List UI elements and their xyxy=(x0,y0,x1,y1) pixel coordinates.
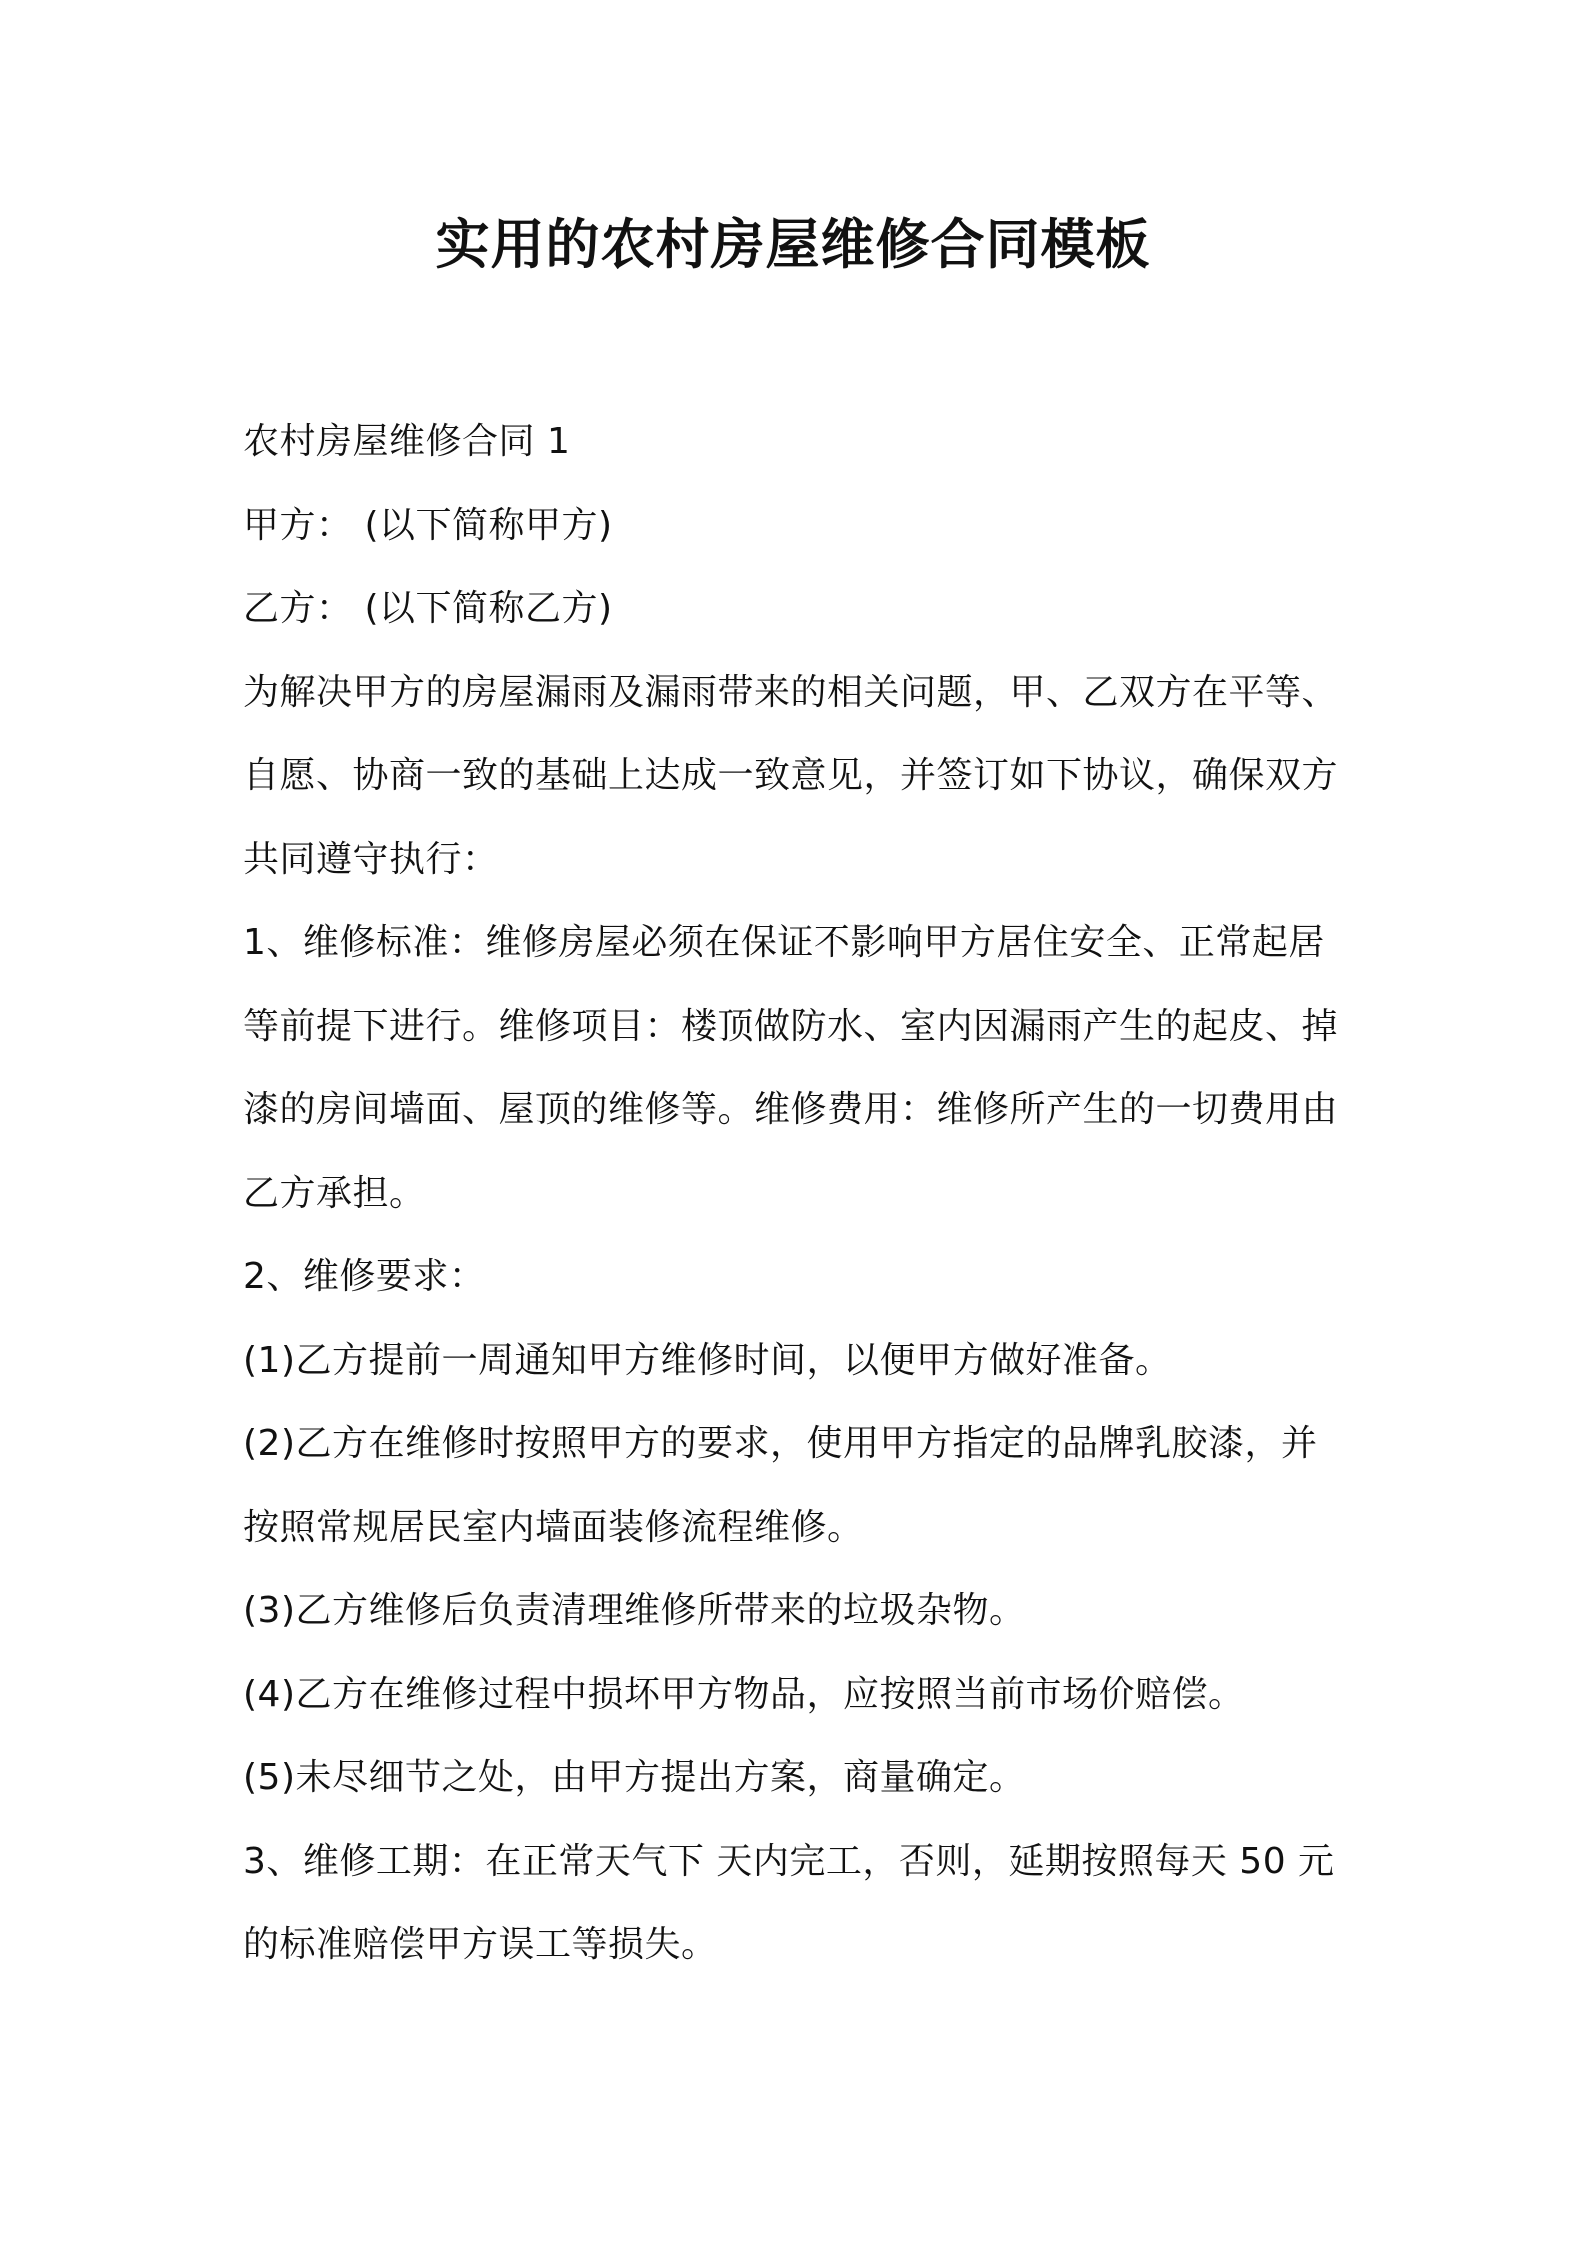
clause-2-heading: 2、维修要求： xyxy=(243,1256,486,1297)
document-title: 实用的农村房屋维修合同模板 xyxy=(435,213,1151,276)
clause-2-item-5: (5)未尽细节之处，由甲方提出方案，商量确定。 xyxy=(243,1757,1026,1798)
clause-1-line: 1、维修标准：维修房屋必须在保证不影响甲方居住安全、正常起居 xyxy=(243,922,1325,963)
clause-2-item-2: (2)乙方在维修时按照甲方的要求，使用甲方指定的品牌乳胶漆，并 xyxy=(243,1423,1318,1464)
party-b-line: 乙方： (以下简称乙方) xyxy=(243,588,613,629)
clause-2-item-1: (1)乙方提前一周通知甲方维修时间，以便甲方做好准备。 xyxy=(243,1339,1172,1381)
clause-1-line: 漆的房间墙面、屋顶的维修等。维修费用：维修所产生的一切费用由 xyxy=(243,1089,1339,1130)
clause-3-line: 的标准赔偿甲方误工等损失。 xyxy=(243,1924,718,1965)
clause-2-item-4: (4)乙方在维修过程中损坏甲方物品，应按照当前市场价赔偿。 xyxy=(243,1673,1245,1715)
preamble-line: 共同遵守执行： xyxy=(243,838,499,880)
clause-2-item-3: (3)乙方维修后负责清理维修所带来的垃圾杂物。 xyxy=(243,1590,1026,1631)
document-body xyxy=(243,400,1363,1987)
party-a-line: 甲方： (以下简称甲方) xyxy=(243,504,613,546)
preamble-line: 为解决甲方的房屋漏雨及漏雨带来的相关问题，甲、乙双方在平等、 xyxy=(243,671,1339,713)
clause-2-item-2: 按照常规居民室内墙面装修流程维修。 xyxy=(243,1506,864,1548)
section-heading: 农村房屋维修合同 1 xyxy=(243,421,571,462)
clause-1-line: 等前提下进行。维修项目：楼顶做防水、室内因漏雨产生的起皮、掉 xyxy=(243,1005,1339,1047)
clause-3-line: 3、维修工期：在正常天气下 天内完工，否则，延期按照每天 50 元 xyxy=(243,1840,1335,1882)
preamble-line: 自愿、协商一致的基础上达成一致意见，并签订如下协议，确保双方 xyxy=(243,755,1339,796)
clause-1-line: 乙方承担。 xyxy=(243,1172,426,1214)
